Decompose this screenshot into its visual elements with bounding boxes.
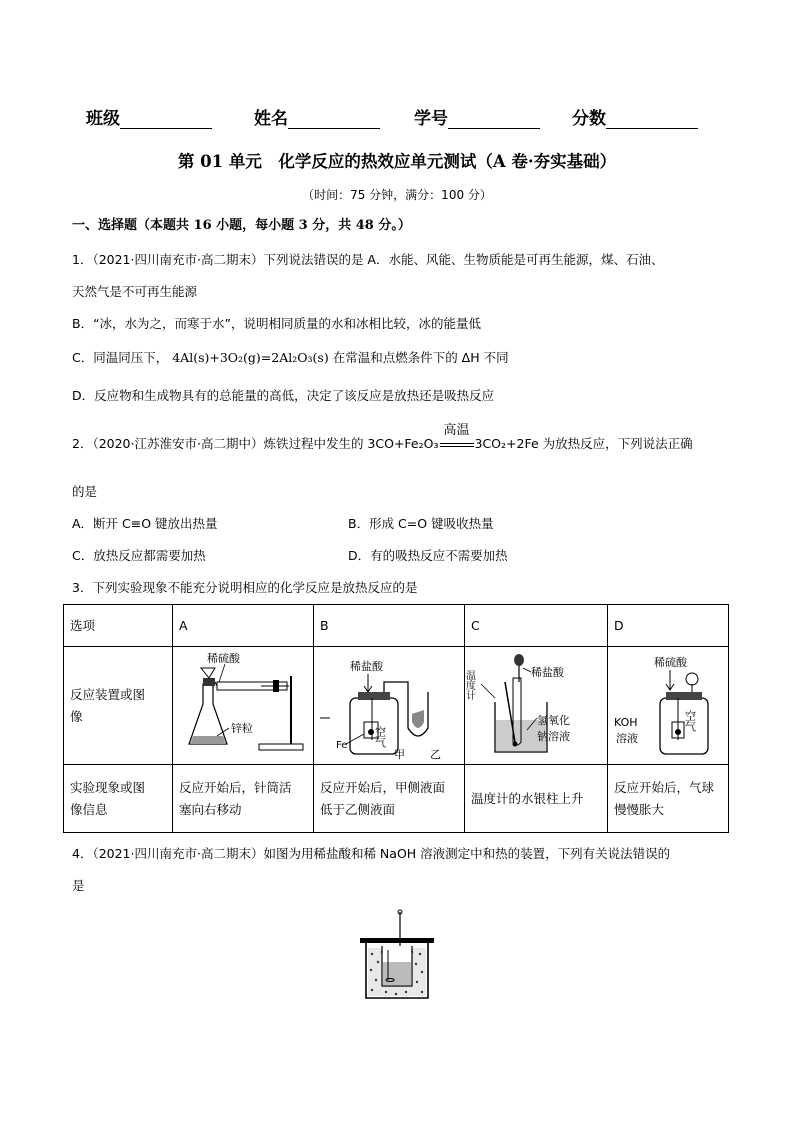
- apparatus-d-koh-label-1: KOH: [614, 715, 638, 729]
- table-cell-observation-d: [608, 765, 729, 833]
- apparatus-c-figure: [465, 648, 607, 764]
- table-cell-figure-c: [465, 647, 608, 765]
- q2-option-a: A．断开 C≡O 键放出热量: [72, 516, 218, 531]
- table-header-cell: D: [608, 605, 729, 647]
- apparatus-d-figure: [608, 648, 728, 764]
- q2-stem-pre: 2．（2020·江苏淮安市·高二期中）炼铁过程中发生的 3CO+Fe₂O₃: [72, 436, 439, 451]
- apparatus-a-zinc-label: 锌粒: [231, 721, 253, 735]
- q2-option-b: B．形成 C=O 键吸收热量: [348, 516, 494, 531]
- class-blank[interactable]: [120, 110, 212, 129]
- apparatus-a-acid-label: 稀硫酸: [207, 651, 240, 665]
- apparatus-d-acid-label: 稀硫酸: [654, 655, 687, 669]
- table-row: [64, 765, 729, 833]
- q1-option-d: D．反应物和生成物具有的总能量的高低，决定了该反应是放热还是吸热反应: [72, 388, 495, 403]
- id-blank[interactable]: [448, 110, 540, 129]
- page-subtitle: （时间：75 分钟，满分：100 分）: [302, 188, 492, 202]
- section-heading: 一、选择题（本题共 16 小题，每小题 3 分，共 48 分。）: [72, 218, 411, 233]
- name-blank[interactable]: [288, 110, 380, 129]
- table-header-cell: B: [314, 605, 465, 647]
- table-row: [64, 605, 729, 647]
- observation-line: 塞向右移动: [179, 801, 242, 817]
- apparatus-b-figure: [314, 648, 464, 764]
- score-field: [572, 104, 698, 129]
- q2-option-d: D．有的吸热反应不需要加热: [348, 548, 508, 563]
- apparatus-c-naoh-label-1: 氢氧化: [537, 713, 570, 727]
- table-cell-label: [64, 647, 173, 765]
- q1-option-c-pre: C．同温同压下，: [72, 350, 169, 365]
- name-field: [254, 104, 380, 129]
- q4-stem: 4．（2021·四川南充市·高二期末）如图为用稀盐酸和稀 NaOH 溶液测定中和热的装置，下列有关说法错误的: [72, 846, 671, 861]
- observation-line: 反应开始后，针筒活: [179, 779, 292, 795]
- apparatus-d-koh-label-2: 溶液: [616, 731, 638, 745]
- apparatus-c-naoh-label-2: 钠溶液: [537, 729, 570, 743]
- row-label-line: 像信息: [70, 801, 108, 817]
- table-cell-figure-d: [608, 647, 729, 765]
- q3-table: [63, 604, 729, 833]
- q2-stem-post: 3CO₂+2Fe 为放热反应，下列说法正确: [474, 436, 693, 451]
- score-label: 分数: [572, 109, 606, 129]
- name-label: 姓名: [254, 109, 288, 129]
- q2-option-c: C．放热反应都需要加热: [72, 548, 206, 563]
- apparatus-b-fe-label: Fe: [336, 739, 348, 751]
- q1-option-b: B．“冰，水为之，而寒于水”，说明相同质量的水和冰相比较，冰的能量低: [72, 316, 482, 331]
- table-cell-figure-a: [173, 647, 314, 765]
- observation-line: 反应开始后，甲侧液面: [320, 779, 446, 795]
- observation-line: 低于乙侧液面: [320, 801, 396, 817]
- apparatus-b-jia-label: 甲: [394, 747, 405, 761]
- table-header-cell: A: [173, 605, 314, 647]
- table-row: [64, 647, 729, 765]
- apparatus-d-air-label: 空气: [683, 709, 697, 732]
- page-title: 第 01 单元 化学反应的热效应单元测试（A 卷·夯实基础）: [177, 152, 617, 171]
- apparatus-b-air-label: 空气: [373, 725, 387, 748]
- q1-stem-cont: 天然气是不可再生能源: [72, 284, 198, 299]
- q2-stem-cont: 的是: [72, 484, 98, 499]
- q1-option-c-equation: 4Al(s)+3O₂(g)=2Al₂O₃(s): [172, 350, 329, 365]
- class-field: [86, 104, 212, 129]
- q4-stem-cont: 是: [72, 878, 85, 893]
- row-label-line: 像: [70, 708, 83, 724]
- id-label: 学号: [414, 109, 448, 129]
- row-label-line: 实验现象或图: [70, 779, 146, 795]
- score-blank[interactable]: [606, 110, 698, 129]
- table-cell-observation-c: [465, 765, 608, 833]
- q2-reaction-arrow: [439, 423, 475, 454]
- apparatus-c-thermometer-label: 温度计: [463, 669, 475, 700]
- apparatus-c-acid-label: 稀盐酸: [531, 665, 564, 679]
- table-header-cell: 选项: [64, 605, 173, 647]
- table-cell-observation-a: [173, 765, 314, 833]
- q1-option-c-post: 在常温和点燃条件下的 ΔH 不同: [332, 350, 509, 365]
- table-cell-label: [64, 765, 173, 833]
- id-field: [414, 104, 540, 129]
- q2-stem: [72, 423, 693, 454]
- observation-line: 反应开始后，气球: [614, 779, 715, 795]
- q1-stem: 1．（2021·四川南充市·高二期末）下列说法错误的是 A．水能、风能、生物质能是可再生能源，煤、石油、: [72, 252, 664, 267]
- apparatus-a-figure: [173, 648, 313, 764]
- apparatus-b-acid-label: 稀盐酸: [350, 659, 383, 673]
- observation-line: 温度计的水银柱上升: [471, 790, 584, 806]
- row-label-line: 反应装置或图: [70, 686, 146, 702]
- table-cell-observation-b: [314, 765, 465, 833]
- calorimeter-figure: [356, 908, 438, 1004]
- q3-stem: 3．下列实验现象不能充分说明相应的化学反应是放热反应的是: [72, 580, 418, 595]
- class-label: 班级: [86, 109, 120, 129]
- table-cell-figure-b: [314, 647, 465, 765]
- apparatus-b-yi-label: 乙: [430, 747, 441, 761]
- q2-condition: 高温: [443, 423, 470, 438]
- q2-equals-sign: [440, 443, 474, 447]
- q1-option-c: [72, 348, 509, 368]
- observation-line: 慢慢胀大: [614, 801, 665, 817]
- table-header-cell: C: [465, 605, 608, 647]
